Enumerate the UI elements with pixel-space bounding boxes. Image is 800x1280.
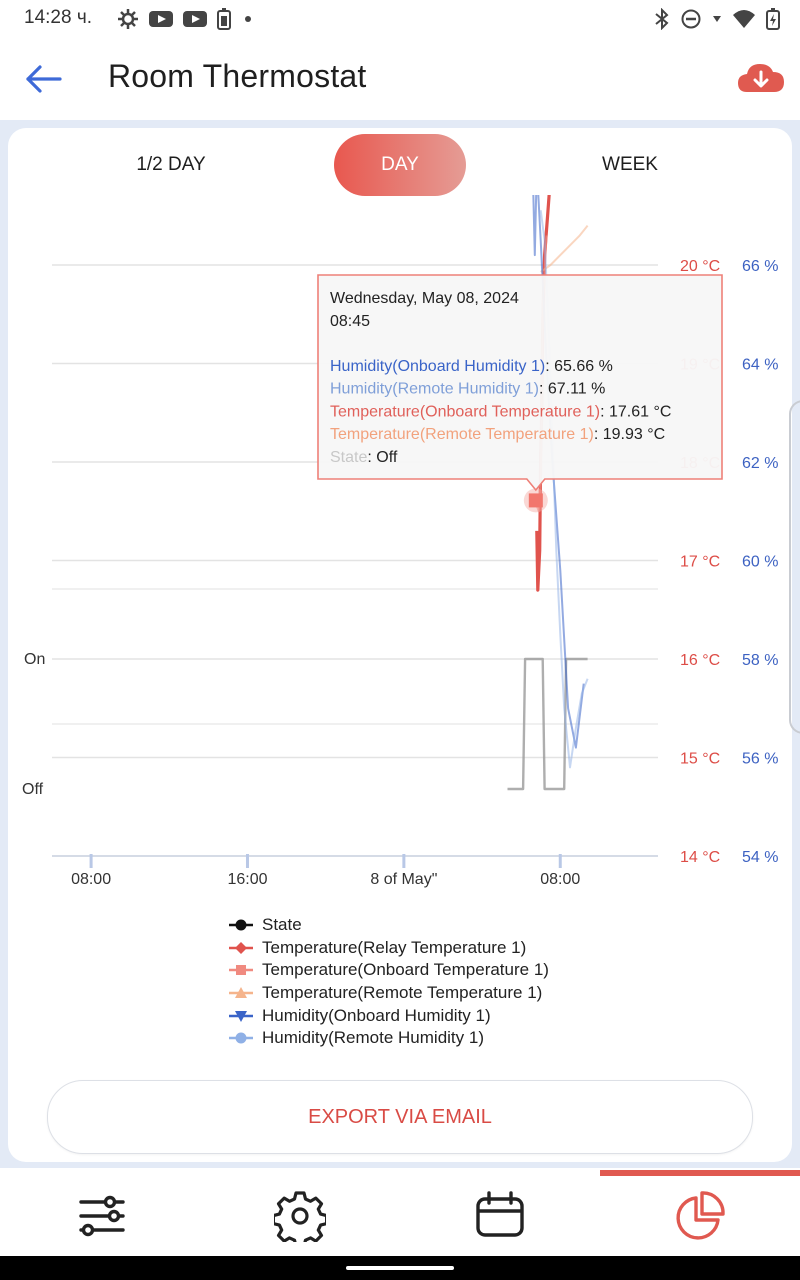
chart-legend [228, 914, 549, 1050]
wifi-icon [732, 8, 756, 30]
legend-item[interactable] [228, 937, 549, 960]
signal-arrow-icon [712, 8, 722, 30]
do-not-disturb-icon [680, 8, 702, 30]
legend-label: Temperature(Relay Temperature 1) [262, 937, 527, 957]
battery-saver-icon [217, 8, 231, 30]
sliders-icon[interactable] [76, 1190, 128, 1242]
cloud-download-icon[interactable] [736, 60, 786, 98]
temperature-axis-label: 16 °C [680, 652, 721, 669]
x-tick-label: 08:00 [71, 871, 112, 888]
humidity-axis-label: 60 % [742, 553, 779, 571]
tooltip-date: Wednesday, May 08, 2024 [330, 290, 519, 307]
humidity-axis-label: 64 % [742, 356, 779, 374]
legend-marker-icon [228, 1008, 254, 1024]
tooltip-row: Temperature(Remote Temperature 1): 19.93 °C [330, 426, 666, 444]
legend-label: Humidity(Onboard Humidity 1) [262, 1005, 491, 1025]
legend-marker-icon [228, 940, 254, 956]
battery-icon [766, 8, 780, 30]
tab-half-day[interactable]: 1/2 DAY [136, 154, 206, 175]
dot-icon [241, 8, 255, 30]
legend-item[interactable] [228, 914, 549, 937]
temperature-axis-label: 14 °C [680, 849, 721, 866]
legend-item[interactable] [228, 1027, 549, 1050]
x-tick-label: 08:00 [540, 871, 581, 888]
side-panel-handle[interactable] [789, 400, 800, 734]
legend-marker-icon [228, 917, 254, 933]
humidity-axis-label: 58 % [742, 652, 779, 669]
home-indicator[interactable] [346, 1266, 454, 1270]
settings-icon[interactable] [274, 1190, 326, 1242]
legend-label: Temperature(Onboard Temperature 1) [262, 960, 549, 980]
humidity-axis-label: 56 % [742, 750, 779, 768]
humidity-axis-label: 54 % [742, 849, 779, 866]
legend-label: State [262, 915, 302, 935]
tooltip-time: 08:45 [330, 313, 371, 330]
temperature-axis-label: 20 °C [680, 258, 721, 275]
page-title: Room Thermostat [108, 58, 367, 94]
bluetooth-icon [654, 8, 670, 30]
bottom-navigation [0, 1168, 800, 1256]
youtube-icon [149, 10, 173, 28]
active-tab-indicator [600, 1170, 800, 1176]
status-time: 14:28 ч. [24, 7, 93, 28]
temperature-axis-label: 17 °C [680, 553, 721, 571]
legend-marker-icon [228, 985, 254, 1001]
humidity-axis-label: 62 % [742, 455, 779, 472]
tooltip-row: Humidity(Onboard Humidity 1): 65.66 % [330, 358, 613, 375]
temperature-axis-label: 15 °C [680, 750, 721, 768]
x-tick-label: 16:00 [227, 871, 268, 888]
back-arrow-icon[interactable] [24, 62, 64, 96]
state-axis-label: Off [22, 781, 44, 798]
legend-item[interactable] [228, 1004, 549, 1027]
legend-label: Temperature(Remote Temperature 1) [262, 983, 543, 1003]
status-bar [0, 0, 800, 36]
legend-marker-icon [228, 1030, 254, 1046]
settings-gear-icon [117, 8, 139, 30]
tooltip-row: Temperature(Onboard Temperature 1): 17.61 °C [330, 403, 672, 421]
state-axis-label: On [24, 651, 46, 668]
legend-marker-icon [228, 962, 254, 978]
tab-week[interactable]: WEEK [602, 154, 658, 175]
app-bar [0, 36, 800, 120]
humidity-axis-label: 66 % [742, 258, 779, 275]
youtube-icon [183, 10, 207, 28]
legend-label: Humidity(Remote Humidity 1) [262, 1028, 484, 1048]
legend-item[interactable] [228, 982, 549, 1005]
tooltip-row: Humidity(Remote Humidity 1): 67.11 % [330, 380, 606, 398]
chart-tooltip [318, 275, 722, 490]
export-email-button[interactable]: EXPORT VIA EMAIL [47, 1080, 753, 1154]
tab-day[interactable]: DAY [334, 134, 466, 196]
tooltip-row: State: Off [330, 448, 398, 466]
history-chart[interactable] [0, 190, 800, 900]
range-tabs [8, 134, 792, 196]
calendar-icon[interactable] [474, 1190, 526, 1242]
highlight-point [529, 493, 543, 507]
legend-item[interactable] [228, 959, 549, 982]
pie-chart-icon[interactable] [674, 1190, 726, 1242]
x-tick-label: 8 of May" [370, 871, 438, 888]
